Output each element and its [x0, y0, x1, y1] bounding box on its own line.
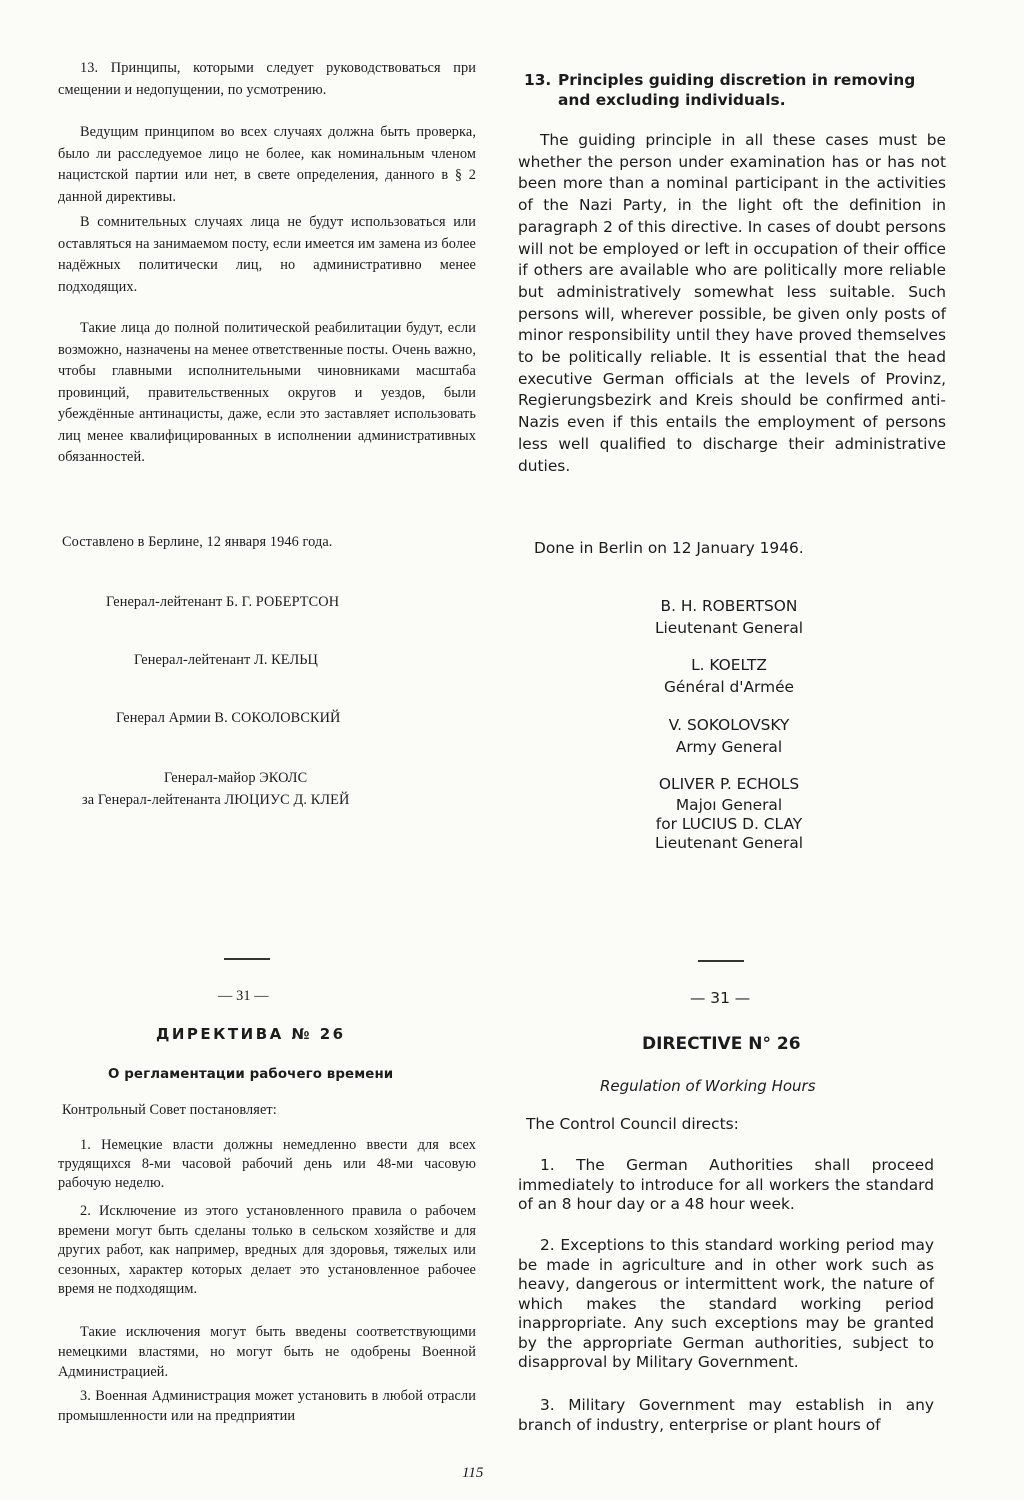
ru-divider-rule [224, 958, 270, 960]
en-signature-block [518, 596, 940, 853]
ru-page-marker: — 31 — [218, 988, 269, 1004]
ru-item-2: 2. Исключение из этого установленного правила о рабочем времени могут быть сделаны только в сельском хозяйстве и для других работ, как например, вредных для здоровья, тяжелых или сезонных, характер которых делает это установленное рабочее время не подходящим. [58, 1203, 476, 1297]
page-number: 115 [462, 1465, 484, 1481]
en-sig-robertson-name: B. H. ROBERTSON [660, 597, 798, 615]
en-page-marker: — 31 — [690, 989, 751, 1007]
en-sig-robertson-rank: Lieutenant General [654, 618, 804, 637]
en-sig-clay-rank: Lieutenant General [654, 833, 804, 852]
en-sig-sokolovsky-rank: Army General [675, 737, 783, 756]
en-paragraph-13-number: 13. [524, 71, 552, 89]
ru-directive-subtitle: О регламентации рабочего времени [108, 1067, 394, 1082]
ru-paragraph-13-body-2: В сомнительных случаях лица не будут использоваться или оставляться на занимаемом посту, если имеется им замена из более надёжных политически лиц, но административно менее подходящих. [58, 214, 476, 295]
en-done-line: Done in Berlin on 12 January 1946. [534, 539, 804, 557]
ru-signature-koeltz: Генерал-лейтенант Л. КЕЛЬЦ [134, 652, 318, 668]
ru-paragraph-13-body-1: Ведущим принципом во всех случаях должна быть проверка, было ли расследуемое лицо не более, как номинальным членом нацистской партии или нет, в свете определения, данного в § 2 данной директивы. [58, 124, 476, 205]
ru-item-1: 1. Немецкие власти должны немедленно ввести для всех трудящихся 8-ми часовой рабочий день или 48-ми часовую рабочую неделю. [58, 1137, 476, 1191]
ru-signature-robertson: Генерал-лейтенант Б. Г. РОБЕРТСОН [106, 594, 340, 610]
en-sig-for-clay: for LUCIUS D. CLAY [655, 814, 803, 833]
en-item-3: 3. Military Government may establish in any branch of industry, enterprise or plant hours of [518, 1396, 934, 1434]
ru-paragraph-13-body-3: Такие лица до полной политической реабилитации будут, если возможно, назначены на менее ответственные посты. Очень важно, чтобы главными исполнительными чиновниками масштаба провинций, правительственных округов и уездов, были убеждённые антинацисты, даже, если это заставляет использовать лиц менее квалифицированных в исполнении административных обязанностей. [58, 320, 476, 465]
en-directive-subtitle: Regulation of Working Hours [600, 1077, 816, 1095]
en-sig-echols-rank: Majoı General [675, 795, 783, 814]
en-sig-koeltz-rank: Général d'Armée [663, 678, 795, 697]
en-intro: The Control Council directs: [526, 1115, 739, 1133]
ru-item-3: 3. Военная Администрация может установить в любой отрасли промышленности или на предприятии [58, 1388, 476, 1424]
en-directive-title: DIRECTIVE N° 26 [642, 1034, 801, 1054]
ru-item-2-continued: Такие исключения могут быть введены соответствующими немецкими властями, но могут быть не одобрены Военной Администрацией. [58, 1324, 476, 1380]
ru-signature-echols: Генерал-майор ЭКОЛС [164, 770, 308, 786]
en-item-1: 1. The German Authorities shall proceed immediately to introduce for all workers the standard of an 8 hour day or a 48 hour week. [518, 1156, 934, 1213]
en-sig-echols-name: OLIVER P. ECHOLS [658, 775, 800, 794]
en-sig-sokolovsky-name: V. SOKOLOVSKY [668, 715, 790, 734]
en-paragraph-13-heading: Principles guiding discretion in removing and excluding individuals. [558, 71, 916, 109]
ru-directive-title: ДИРЕКТИВА № 26 [156, 1025, 346, 1043]
ru-paragraph-13-heading: 13. Принципы, которыми следует руководствоваться при смещении и недопущении, по усмотрению. [58, 60, 476, 98]
en-divider-rule [698, 960, 744, 962]
ru-intro: Контрольный Совет постановляет: [62, 1102, 277, 1118]
ru-signature-for-clay: за Генерал-лейтенанта ЛЮЦИУС Д. КЛЕЙ [82, 792, 350, 808]
en-paragraph-13-body: The guiding principle in all these cases must be whether the person under examination has or has not been more than a nominal participant in the activities of the Nazi Party, in the light oft the definition in paragraph 2 of this directive. In cases of doubt persons will not be employed or left in occupation of their office if others are available who are politically more reliable but administratively somewhat less suitable. Such persons will, wherever possible, be given only posts of minor responsibility until they have proved themselves to be politically reliable. It is essential that the head executive German officials at the levels of Provinz, Regierungsbezirk and Kreis should be confirmed anti-Nazis even if this entails the employment of persons less well qualified to discharge their administrative duties. [518, 131, 946, 475]
en-item-2: 2. Exceptions to this standard working period may be made in agriculture and in other work such as heavy, dangerous or intermittent work, the nature of which makes the standard working period inappropriate. Any such exceptions may be granted by the appropriate German authorities, subject to disapproval by Military Government. [518, 1236, 934, 1371]
en-sig-koeltz-name: L. KOELTZ [691, 656, 767, 675]
ru-done-line: Составлено в Берлине, 12 января 1946 года. [62, 534, 333, 550]
ru-signature-sokolovsky: Генерал Армии В. СОКОЛОВСКИЙ [116, 710, 341, 726]
